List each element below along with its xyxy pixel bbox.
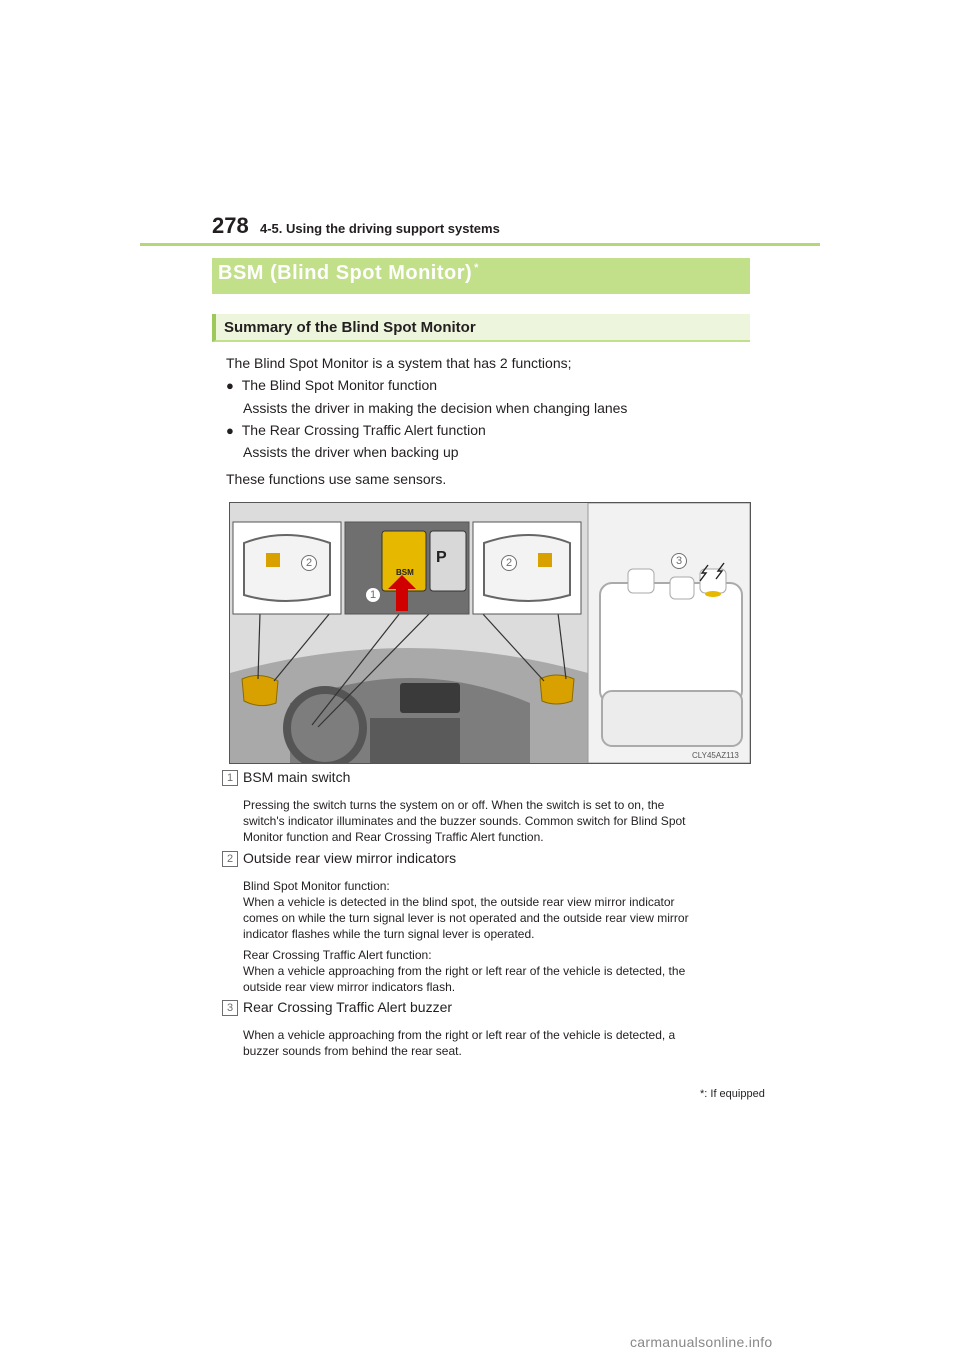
title-asterisk: *	[474, 262, 479, 274]
desc-line: buzzer sounds from behind the rear seat.	[243, 1044, 462, 1058]
bsm-illustration	[230, 503, 750, 763]
bullet-2	[226, 420, 486, 441]
item-3-number: 3	[222, 1000, 238, 1016]
page-number: 278	[212, 213, 249, 238]
bullet-dot-icon: ●	[226, 423, 234, 438]
item-3-title: Rear Crossing Traffic Alert buzzer	[243, 999, 453, 1015]
watermark: carmanualsonline.info	[630, 1334, 773, 1350]
item-1-title: BSM main switch	[243, 769, 351, 785]
callout-3: 3	[671, 553, 687, 569]
intro-text: The Blind Spot Monitor is a system that has 2 functions;	[226, 355, 572, 371]
item-1-desc	[243, 797, 686, 845]
subtitle: Summary of the Blind Spot Monitor	[224, 319, 476, 336]
desc-line: Monitor function and Rear Crossing Traffic Alert function.	[243, 830, 544, 844]
item-2-number: 2	[222, 851, 238, 867]
header-rule	[140, 243, 820, 246]
desc-line: comes on while the turn signal lever is not operated and the outside rear view mirror	[243, 911, 689, 925]
bullet-1	[226, 375, 437, 396]
desc-line: Blind Spot Monitor function:	[243, 879, 390, 893]
item-2-title: Outside rear view mirror indicators	[243, 850, 457, 866]
desc-line: When a vehicle is detected in the blind spot, the outside rear view mirror indicator	[243, 895, 675, 909]
desc-line: Pressing the switch turns the system on or off. When the switch is set to on, the	[243, 798, 665, 812]
section-path: 4-5. Using the driving support systems	[260, 221, 500, 236]
page-title-text: BSM (Blind Spot Monitor)	[218, 262, 473, 284]
item-2-desc	[243, 878, 689, 942]
bullet-dot-icon: ●	[226, 378, 234, 393]
desc-line: When a vehicle approaching from the right or left rear of the vehicle is detected, a	[243, 1028, 676, 1042]
callout-2-left: 2	[301, 555, 317, 571]
bullet-1-title: The Blind Spot Monitor function	[241, 377, 438, 393]
callout-2-right: 2	[501, 555, 517, 571]
item-3-desc	[243, 1027, 675, 1059]
bsm-switch-label: BSM	[396, 568, 414, 577]
desc-line: outside rear view mirror indicators flash.	[243, 980, 456, 994]
footnote-text: : If equipped	[704, 1088, 765, 1100]
bullet-2-desc: Assists the driver when backing up	[243, 444, 459, 460]
desc-line: Rear Crossing Traffic Alert function:	[243, 948, 432, 962]
desc-line: indicator flashes while the turn signal lever is operated.	[243, 927, 535, 941]
figure-code: CLY45AZ113	[692, 751, 739, 760]
parking-switch-label: P	[436, 549, 447, 566]
footnote	[700, 1088, 765, 1100]
item-2-desc-rcta	[243, 947, 685, 995]
bsm-figure	[229, 502, 751, 764]
desc-line: When a vehicle approaching from the right or left rear of the vehicle is detected, the	[243, 964, 686, 978]
page-title	[218, 262, 479, 285]
footnote-asterisk: *	[700, 1088, 705, 1100]
sensors-note: These functions use same sensors.	[226, 471, 447, 487]
bullet-2-title: The Rear Crossing Traffic Alert function	[241, 422, 486, 438]
item-1-number: 1	[222, 770, 238, 786]
callout-1: 1	[365, 587, 381, 603]
desc-line: switch's indicator illuminates and the buzzer sounds. Common switch for Blind Spot	[243, 814, 686, 828]
bullet-1-desc: Assists the driver in making the decision when changing lanes	[243, 400, 628, 416]
